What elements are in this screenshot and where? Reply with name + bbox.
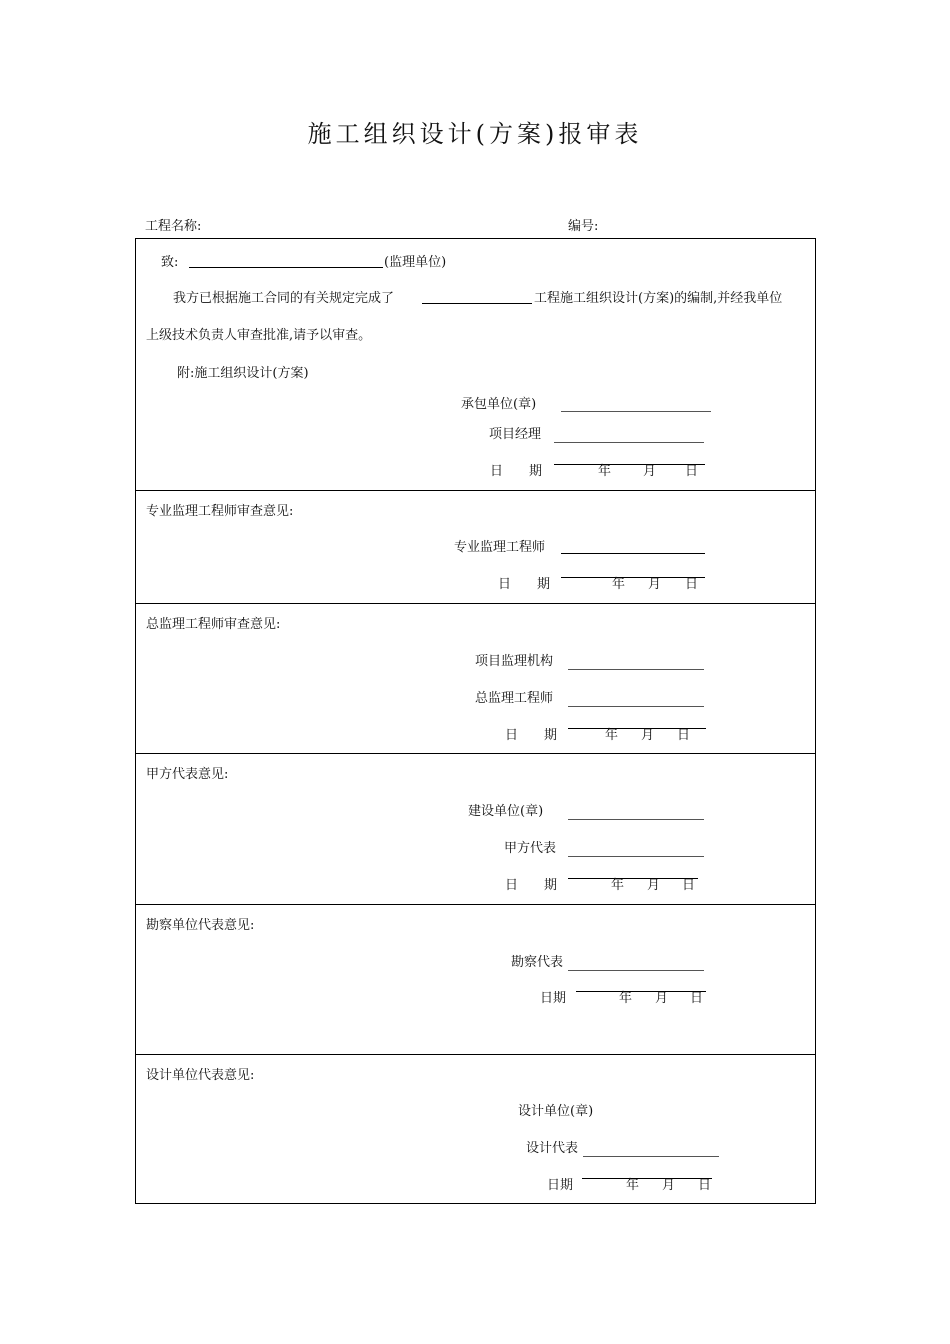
- statement-line2: 上级技术负责人审查批准,请予以审查。: [146, 328, 372, 343]
- specialist-section: [136, 490, 815, 604]
- survey-heading: 勘察单位代表意见:: [146, 918, 255, 933]
- owner-heading: 甲方代表意见:: [146, 767, 229, 782]
- design-date-field[interactable]: [582, 1178, 712, 1193]
- contractor-unit-field[interactable]: [561, 411, 711, 412]
- chief-engineer-field[interactable]: [568, 706, 704, 707]
- project-manager-label: 项目经理: [489, 427, 542, 442]
- design-rep-field[interactable]: [583, 1156, 719, 1157]
- chief-section: [136, 603, 815, 754]
- design-rep-label: 设计代表: [526, 1141, 579, 1156]
- supervisor-unit-field[interactable]: [189, 267, 383, 268]
- date-month: 月: [662, 1178, 676, 1193]
- design-unit-label: 设计单位(章): [518, 1104, 594, 1119]
- specialist-date-label: 日 期: [498, 577, 551, 592]
- owner-rep-field[interactable]: [568, 856, 704, 857]
- owner-rep-label: 甲方代表: [504, 841, 557, 856]
- project-name-label: 工程名称:: [145, 219, 202, 234]
- date-year: 年: [611, 878, 625, 893]
- date-month: 月: [648, 577, 662, 592]
- owner-section: [136, 753, 815, 905]
- date-year: 年: [598, 464, 612, 479]
- survey-rep-label: 勘察代表: [511, 955, 564, 970]
- chief-heading: 总监理工程师审查意见:: [146, 617, 281, 632]
- date-day: 日: [698, 1178, 712, 1193]
- date-day: 日: [690, 991, 704, 1006]
- owner-date-field[interactable]: [568, 878, 698, 893]
- survey-section: [136, 904, 815, 1055]
- date-year: 年: [619, 991, 633, 1006]
- supervisor-unit-label: (监理单位): [384, 255, 447, 270]
- date-month: 月: [641, 728, 655, 743]
- date-day: 日: [677, 728, 691, 743]
- chief-date-label: 日 期: [505, 728, 558, 743]
- specialist-date-field[interactable]: [561, 577, 705, 592]
- survey-date-label: 日期: [540, 991, 567, 1006]
- attachment-note: 附:施工组织设计(方案): [177, 366, 309, 381]
- survey-rep-field[interactable]: [568, 970, 704, 971]
- design-date-label: 日期: [547, 1178, 574, 1193]
- specialist-engineer-field[interactable]: [561, 553, 705, 554]
- date-month: 月: [647, 878, 661, 893]
- contractor-date-field[interactable]: [554, 464, 705, 479]
- date-month: 月: [655, 991, 669, 1006]
- statement-end: 工程施工组织设计(方案)的编制,并经我单位: [534, 291, 783, 306]
- date-day: 日: [685, 464, 699, 479]
- design-section: [136, 1054, 815, 1204]
- date-year: 年: [605, 728, 619, 743]
- project-manager-field[interactable]: [554, 442, 704, 443]
- number-label: 编号:: [568, 219, 599, 234]
- specialist-engineer-label: 专业监理工程师: [454, 540, 546, 555]
- form-title: 施工组织设计(方案)报审表: [307, 120, 643, 148]
- chief-agency-field[interactable]: [568, 669, 704, 670]
- date-month: 月: [643, 464, 657, 479]
- date-year: 年: [612, 577, 626, 592]
- review-form-table: [135, 238, 816, 1204]
- owner-unit-field[interactable]: [568, 819, 704, 820]
- to-label: 致:: [161, 255, 179, 270]
- owner-date-label: 日 期: [505, 878, 558, 893]
- contractor-unit-label: 承包单位(章): [461, 397, 537, 412]
- design-heading: 设计单位代表意见:: [146, 1068, 255, 1083]
- chief-date-field[interactable]: [568, 728, 706, 743]
- owner-unit-label: 建设单位(章): [468, 804, 544, 819]
- date-day: 日: [682, 878, 696, 893]
- date-year: 年: [626, 1178, 640, 1193]
- statement-start: 我方已根据施工合同的有关规定完成了: [173, 291, 395, 306]
- contractor-date-label: 日 期: [490, 464, 543, 479]
- chief-agency-label: 项目监理机构: [475, 654, 554, 669]
- survey-date-field[interactable]: [576, 991, 706, 1006]
- specialist-heading: 专业监理工程师审查意见:: [146, 504, 294, 519]
- chief-engineer-label: 总监理工程师: [475, 691, 554, 706]
- date-day: 日: [685, 577, 699, 592]
- project-name-field[interactable]: [422, 303, 532, 304]
- contractor-section: [136, 239, 815, 491]
